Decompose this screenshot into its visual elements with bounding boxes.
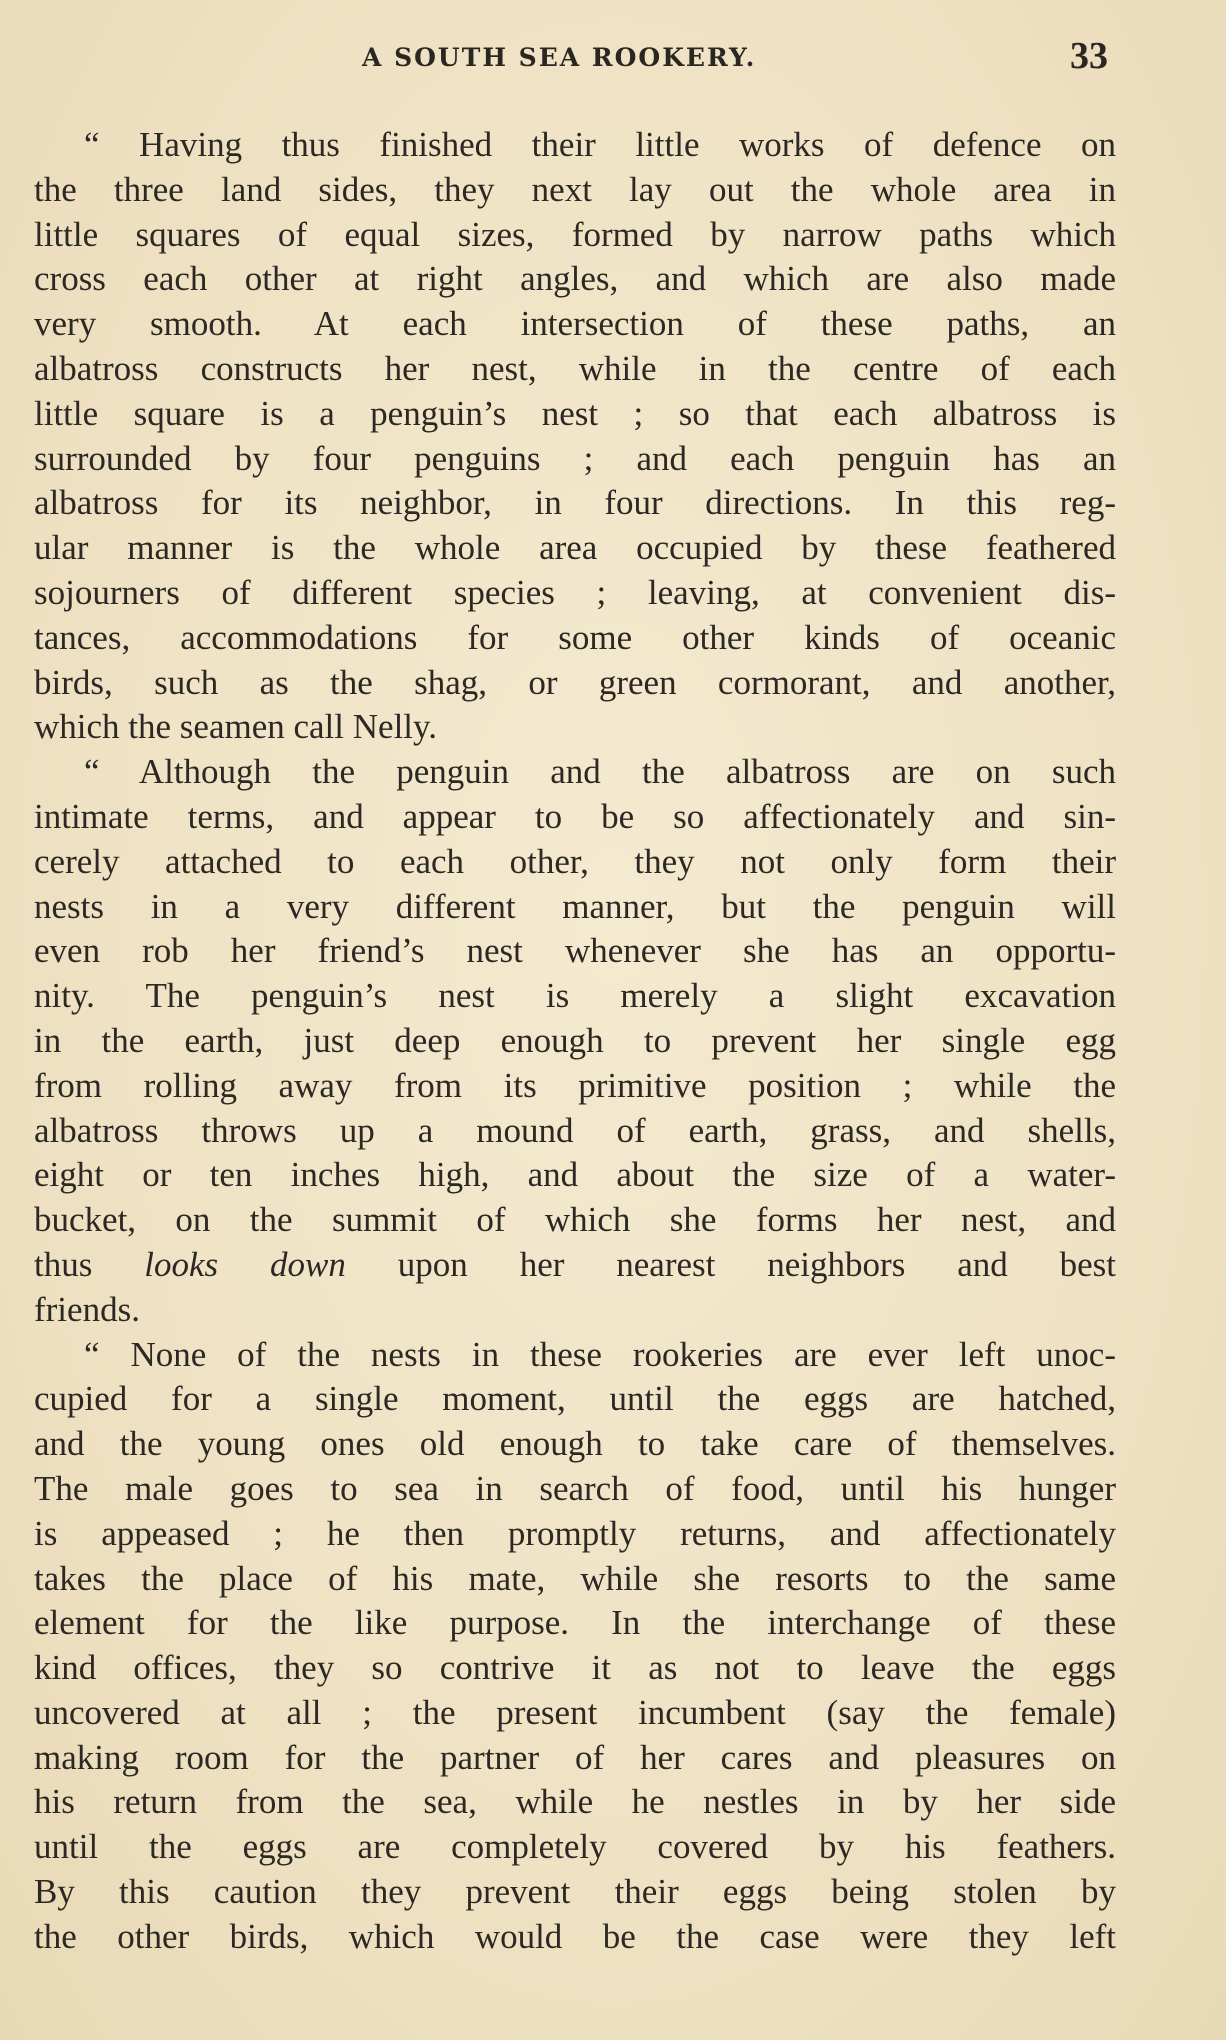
running-head xyxy=(0,35,1226,78)
text-line: his return from the sea, while he nestles in by her side xyxy=(34,1782,1116,1822)
text-line: nity. The penguin’s nest is merely a slight excavation xyxy=(34,976,1116,1016)
text-line: albatross throws up a mound of earth, grass, and shells, xyxy=(34,1110,1116,1150)
text-line: even rob her friend’s nest whenever she has an opportu- xyxy=(34,931,1116,971)
text-fragment: upon her nearest neighbors and best xyxy=(397,1244,1116,1284)
text-line: friends. xyxy=(34,1289,140,1329)
text-line: uncovered at all ; the present incumbent (say the female) xyxy=(34,1692,1116,1732)
text-line: “ None of the nests in these rookeries are ever left unoc- xyxy=(84,1334,1116,1374)
text-line: the three land sides, they next lay out the whole area in xyxy=(34,169,1116,209)
text-line: the other birds, which would be the case were they left xyxy=(34,1916,1116,1956)
text-line: element for the like purpose. In the interchange of these xyxy=(34,1603,1116,1643)
running-head-title: A SOUTH SEA ROOKERY. xyxy=(362,43,757,72)
text-line: By this caution they prevent their eggs being stolen by xyxy=(34,1872,1116,1912)
text-line: ular manner is the whole area occupied by these feathered xyxy=(34,528,1116,568)
text-line: and the young ones old enough to take care of themselves. xyxy=(34,1424,1116,1464)
text-line: The male goes to sea in search of food, until his hunger xyxy=(34,1468,1116,1508)
text-line: is appeased ; he then promptly returns, and affectionately xyxy=(34,1513,1116,1553)
text-line: kind offices, they so contrive it as not to leave the eggs xyxy=(34,1648,1116,1688)
text-line xyxy=(34,1243,1116,1288)
text-line: cupied for a single moment, until the eggs are hatched, xyxy=(34,1379,1116,1419)
text-line: until the eggs are completely covered by his feathers. xyxy=(34,1827,1116,1867)
text-line: takes the place of his mate, while she resorts to the same xyxy=(34,1558,1116,1598)
text-line: from rolling away from its primitive position ; while the xyxy=(34,1065,1116,1105)
text-fragment: thus xyxy=(34,1244,93,1284)
text-line: “ Having thus finished their little works of defence on xyxy=(84,125,1116,164)
text-line: which the seamen call Nelly. xyxy=(34,707,437,747)
text-line: tances, accommodations for some other kinds of oceanic xyxy=(34,617,1116,657)
text-line: albatross for its neighbor, in four directions. In this reg- xyxy=(34,483,1116,523)
text-line: eight or ten inches high, and about the size of a water- xyxy=(34,1155,1116,1195)
body-text xyxy=(34,123,1116,1960)
text-line: in the earth, just deep enough to prevent her single egg xyxy=(34,1020,1116,1060)
text-line: little squares of equal sizes, formed by narrow paths which xyxy=(34,214,1116,254)
text-line: bucket, on the summit of which she forms her nest, and xyxy=(34,1200,1116,1240)
text-line: little square is a penguin’s nest ; so that each albatross is xyxy=(34,393,1116,433)
text-line: birds, such as the shag, or green cormorant, and another, xyxy=(34,662,1116,702)
text-line: sojourners of different species ; leaving, at convenient dis- xyxy=(34,572,1116,612)
text-line: cross each other at right angles, and which are also made xyxy=(34,259,1116,299)
page-number: 33 xyxy=(1070,35,1108,77)
text-line: making room for the partner of her cares and pleasures on xyxy=(34,1737,1116,1777)
text-line: albatross constructs her nest, while in the centre of each xyxy=(34,348,1116,388)
text-line: cerely attached to each other, they not only form their xyxy=(34,841,1116,881)
text-line: surrounded by four penguins ; and each penguin has an xyxy=(34,438,1116,478)
text-line: intimate terms, and appear to be so affectionately and sin- xyxy=(34,796,1116,836)
text-line: very smooth. At each intersection of these paths, an xyxy=(34,304,1116,344)
text-line: nests in a very different manner, but the penguin will xyxy=(34,886,1116,926)
text-line: “ Although the penguin and the albatross are on such xyxy=(84,752,1116,792)
italic-phrase: looks down xyxy=(144,1244,346,1284)
